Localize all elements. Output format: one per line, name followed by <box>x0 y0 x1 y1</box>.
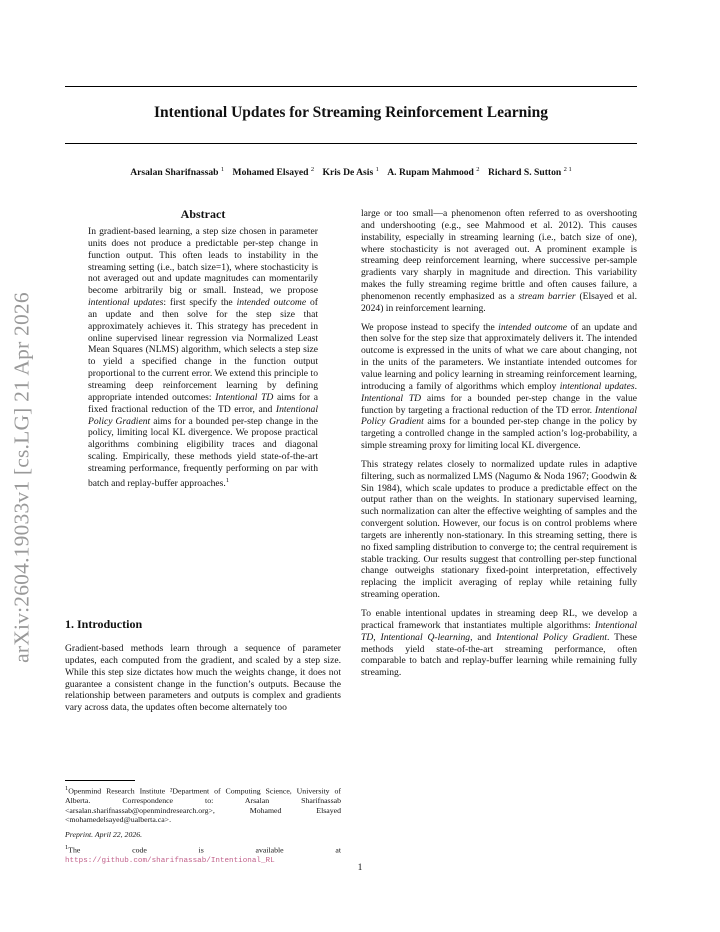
paper-title: Intentional Updates for Streaming Reinforcement Learning <box>154 104 548 121</box>
right-column <box>361 208 637 686</box>
author: Kris De Asis $^1$ <box>322 166 379 179</box>
author: Arsalan Sharifnassab $^1$ <box>130 166 225 179</box>
body-paragraph: We propose instead to specify the intended outcome of an update and then solve for the step size that approximately delivers it. The intended outcome is expressed in the units of what we care about changing, not in the units of the parameters. We instantiate intended outcomes for value learning and policy learning in streaming reinforcement learning, introducing a family of algorithms which employ intentional updates. Intentional TD aims for a bounded per-step change in the value function by targeting a fractional reduction of the TD error. Intentional Policy Gradient aims for a bounded per-step change in the policy by targeting a controlled change in the sampled action’s log-probability, a simple streaming proxy for limiting local KL divergence. <box>361 321 638 452</box>
arxiv-side-stamp: arXiv:2604.19033v1 [cs.LG] 21 Apr 2026 <box>9 292 34 663</box>
abstract-paragraph: In gradient-based learning, a step size chosen in parameter units does not produce a predictable per-step change in function output. This often leads to instability in the streaming setting (i.e., batch size=1), where stochasticity is not averaged out and update magnitudes can momentarily become arbitrarily big or small. Instead, we propose intentional updates: first specify the intended outcome of an update and then solve for the step size that approximately achieves it. This strategy has precedent in online supervised linear regression via Normalized Least Mean Squares (NLMS) algorithm, which selects a step size to yield a specified change in the function output proportional to the current error. We extend this principle to streaming deep reinforcement learning by defining appropriate intended outcomes: Intentional TD aims for a fixed fractional reduction of the TD error, and Intentional Policy Gradient aims for a bounded per-step change in the policy, limiting local KL divergence. We propose practical algorithms combining eligibility traces and diagonal scaling. Empirically, these methods yield state-of-the-art streaming performance, frequently performing on par with batch and replay-buffer approaches.$^1$ <box>88 226 319 489</box>
body-paragraph: large or too small—a phenomenon often referred to as overshooting and undershooting (e.g., see Mahmood et al. 2012). This causes instability, especially in streaming learning (i.e., batch size of one), where stochasticity is not averaged out. A prominent example is streaming deep reinforcement learning, where successive per-sample gradients vary sharply in magnitude and direction. This variability makes the fully streaming regime brittle and often causes failure, a phenomenon recently emphasized as a stream barrier (Elsayed et al. 2024) in reinforcement learning. <box>361 208 637 314</box>
title-top-rule <box>65 86 637 87</box>
body-paragraph: This strategy relates closely to normalized update rules in adaptive filtering, such as normalized LMS (Nagumo & Noda 1967; Goodwin & Sin 1984), which scale updates to produce a predictable effect on the output rather than on the weights. In stationary supervised learning, such normalization can alter the effective weighting of samples and the convergent solution. However, our focus is on control problems where targets are inherently non-stationary. In this streaming setting, there is no fixed sampling distribution to converge to; the central requirement is stable tracking. Our results suggest that controlling per-step functional change outweighs stationary fixed-point interpretation, effectively replacing the implicit averaging of replay while retaining fully streaming operation. <box>361 458 637 601</box>
footnote-rule <box>65 780 135 781</box>
author: A. Rupam Mahmood $^2$ <box>387 166 480 179</box>
title-bottom-rule <box>65 143 637 144</box>
footnote-marker: 1 <box>225 476 230 484</box>
intro-body <box>65 643 341 721</box>
section-heading-introduction: 1. Introduction <box>65 617 143 631</box>
author-list <box>65 166 637 178</box>
footnotes <box>65 780 341 869</box>
abstract-heading: Abstract <box>180 207 226 221</box>
page-number: 1 <box>357 862 363 873</box>
abstract-body <box>88 226 318 490</box>
body-paragraph: To enable intentional updates in streaming deep RL, we develop a practical framework that instantiates multiple algorithms: Intentional TD, Intentional Q-learning, and Intentional Policy Gradient. These methods yield state-of-the-art streaming performance, often comparable to batch and replay-buffer learning while remaining fully streaming. <box>361 608 637 679</box>
code-link[interactable]: https://github.com/sharifnassab/Intentional_RL <box>65 856 275 865</box>
code-footnote: $^1$The code is available at https://github.com/sharifnassab/Intentional_RL <box>65 843 341 865</box>
preprint-note: Preprint. April 22, 2026. <box>65 829 143 839</box>
author: Richard S. Sutton $^{2 1}$ <box>487 166 572 179</box>
affiliation-footnote: $^1$Openmind Research Institute ²Department of Computing Science, University of Alberta. Correspondence to: Arsalan Sharifnassab <arsalan.sharifnassab@openmindresearch.org>, Mohamed Elsayed <mohamedelsayed@ualberta.ca>. <box>65 785 341 825</box>
author: Mohamed Elsayed $^2$ <box>232 166 315 179</box>
intro-paragraph: Gradient-based methods learn through a sequence of parameter updates, each computed from the gradient, and scaled by a step size. While this step size dictates how much the weights change, it does not guarantee a consistent change in the function’s outputs. Because the relationship between parameters and outputs is complex and gradients vary across data, the updates often become alternately too <box>65 643 341 714</box>
